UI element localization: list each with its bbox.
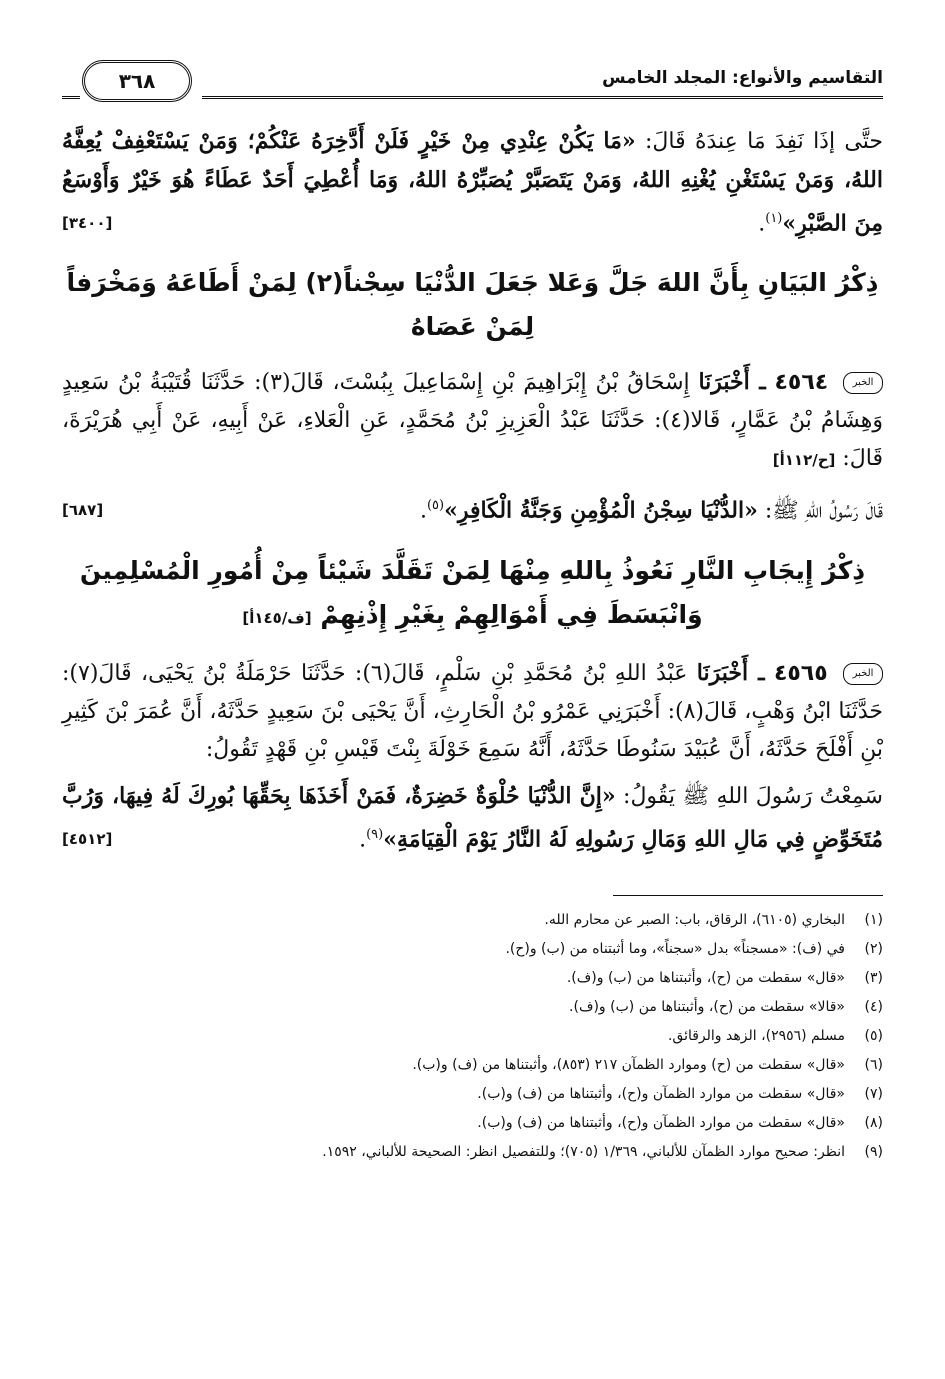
hadith-number: ٤٥٦٥ [773,660,828,686]
footnote: (٢) في (ف): «مسجناً» بدل «سجناً»، وما أثبتناه من (ب) و(ح). [505,940,883,957]
footnote-separator [613,895,883,896]
isnad-lead: ـ أَخْبَرَنَا [696,659,765,686]
footnote-ref: (١) [765,211,783,226]
isnad-text: إِسْحَاقُ بْنُ إِبْرَاهِيمَ بْنِ إِسْمَاعِيلَ بِبُسْتَ، قَالَ(٣): حَدَّثَنَا قُتَيْبَةُ بْنُ سَعِيدٍ وَهِشَامُ بْنُ عَمَّارٍ، قَالا(٤): حَدَّثَنَا عَبْدُ الْعَزِيزِ بْنُ مُحَمَّدٍ، عَنِ الْعَلاءِ، عَنْ أَبِيهِ، عَنْ أَبِي هُرَيْرَةَ، قَالَ: [62,370,884,472]
cross-reference: [٤٥١٢] [62,829,113,848]
isnad-text: عَبْدُ اللهِ بْنُ مُحَمَّدِ بْنِ سَلْمٍ، قَالَ(٦): حَدَّثَنَا حَرْمَلَةُ بْنُ يَحْيَى، قَالَ(٧): حَدَّثَنَا ابْنُ وَهْبٍ، قَالَ(٨): أَخْبَرَنِي عَمْرُو بْنُ الْحَارِثِ، أَنَّ يَحْيَى بْنَ سَعِيدٍ حَدَّثَهُ، أَنَّ عُمَرَ بْنَ كَثِيرِ بْنِ أَفْلَحَ حَدَّثَهُ، أَنَّ عُبَيْدَ سَنُوطَا حَدَّثَهُ، أَنَّهُ سَمِعَ خَوْلَةَ بِنْتَ قَيْسِ بْنِ قَهْدٍ تَقُولُ: [62,660,883,762]
footnote: (٦) «قال» سقطت من (ح) وموارد الظمآن ٢١٧ (٨٥٣)، وأثبتناها من (ف) و(ب). [412,1056,883,1073]
footnote: (٨) «قال» سقطت من موارد الظمآن و(ح)، وأثبتناها من (ف) و(ب). [477,1114,883,1131]
footnote-ref: (٥) [426,498,445,514]
chapter-heading-text: ذِكْرُ إِيجَابِ النَّارِ نَعُوذُ بِاللهِ مِنْهَا لِمَنْ تَقَلَّدَ شَيْئاً مِنْ أُمُورِ الْمُسْلِمِينَ وَانْبَسَطَ فِي أَمْوَالِهِمْ بِغَيْرِ إِذْنِهِمْ [79,555,866,629]
cross-reference: [٣٤٠٠] [62,214,113,232]
header-rule-left [62,96,80,99]
header-rule [202,96,883,99]
matn-lead: سَمِعْتُ رَسُولَ اللهِ ﷺ يَقُولُ: [615,783,883,809]
footnote-ref: (٩) [366,826,384,842]
hadith-matn: سَمِعْتُ رَسُولَ اللهِ ﷺ يَقُولُ: «إِنَّ الدُّنْيَا حُلْوَةٌ خَضِرَةٌ، فَمَنْ أَخَذَهَا بِحَقِّهَا بُورِكَ لَهُ فِيهَا، وَرُبَّ مُتَخَوِّضٍ فِي مَالِ اللهِ وَمَالِ رَسُولِهِ لَهُ النَّارُ يَوْمَ الْقِيَامَةِ»$^{(٩)}$. [٤٥١٢] [62,777,883,859]
running-title: التقاسيم والأنواع: المجلد الخامس [602,68,883,88]
hadith-entry [62,363,883,479]
hadith-number: ٤٥٦٤ [774,370,829,396]
cross-reference: [٦٨٧] [62,501,104,520]
footnote: (٣) «قال» سقطت من (ح)، وأثبتناها من (ب) و(ف). [566,969,883,986]
manuscript-ref: [ح/١١٢أ] [772,451,836,470]
isnad-lead: ـ أَخْبَرَنَا [698,369,766,396]
footnote: (١) البخاري (٦١٠٥)، الرقاق، باب: الصبر عن محارم الله. [544,911,883,928]
footnotes [62,906,883,1167]
page-number: ٣٦٨ [82,60,192,102]
matn-text: «الدُّنْيَا سِجْنُ الْمُؤْمِنِ وَجَنَّةُ الْكَافِرِ» [444,497,758,524]
footnote: (٩) انظر: صحيح موارد الظمآن للألباني، ١/٣٦٩ (٧٠٥)؛ وللتفصيل انظر: الصحيحة للألباني، ١٥٩٢. [322,1143,883,1160]
page-header [62,60,883,122]
manuscript-ref: [ف/١٤٥أ] [242,608,312,627]
hadith-marker-icon: الخبر [843,372,883,394]
chapter-heading-2 [62,549,883,640]
book-page [62,60,883,1339]
footnote: (٤) «قالا» سقطت من (ح)، وأثبتناها من (ب) و(ف). [569,998,883,1015]
hadith-entry [62,654,883,769]
footnote: (٧) «قال» سقطت من موارد الظمآن و(ح)، وأثبتناها من (ف) و(ب). [477,1085,883,1102]
matn-text: «إِنَّ الدُّنْيَا حُلْوَةٌ خَضِرَةٌ، فَمَنْ أَخَذَهَا بِحَقِّهَا بُورِكَ لَهُ فِيهَا، وَرُبَّ مُتَخَوِّضٍ فِي مَالِ اللهِ وَمَالِ رَسُولِهِ لَهُ النَّارُ يَوْمَ الْقِيَامَةِ» [62,782,883,852]
footnote: (٥) مسلم (٢٩٥٦)، الزهد والرقائق. [667,1027,883,1044]
matn-lead: قَالَ رَسُولُ اللهِ ﷺ: [757,498,883,524]
hadith-quote: «مَا يَكُنْ عِنْدِي مِنْ خَيْرٍ فَلَنْ أَدَّخِرَهُ عَنْكُمْ؛ وَمَنْ يَسْتَعْفِفْ يُعِفَّهُ اللهُ، وَمَنْ يَسْتَغْنِ يُغْنِهِ اللهُ، وَمَنْ يَتَصَبَّرْ يُصَبِّرْهُ اللهُ، وَمَا أُعْطِيَ أَحَدٌ عَطَاءً هُوَ خَيْرٌ وَأَوْسَعُ مِنَ الصَّبْرِ» [62,128,883,237]
hadith-matn: قَالَ رَسُولُ اللهِ ﷺ: «الدُّنْيَا سِجْنُ الْمُؤْمِنِ وَجَنَّةُ الْكَافِرِ»$^{(٥)}$. [٦٨٧] [62,487,883,530]
paragraph-continuation: حتَّى إذَا نَفِدَ مَا عِندَهُ قَالَ: «مَا يَكُنْ عِنْدِي مِنْ خَيْرٍ فَلَنْ أَدَّخِرَهُ عَنْكُمْ؛ وَمَنْ يَسْتَعْفِفْ يُعِفَّهُ اللهُ، وَمَنْ يَسْتَغْنِ يُغْنِهِ اللهُ، وَمَنْ يَتَصَبَّرْ يُصَبِّرْهُ اللهُ، وَمَا أُعْطِيَ أَحَدٌ عَطَاءً هُوَ خَيْرٌ وَأَوْسَعُ مِنَ الصَّبْرِ»$^{(١)}$. [٣٤٠٠] [62,122,883,243]
hadith-marker-icon: الخبر [843,663,883,685]
chapter-heading: ذِكْرُ البَيَانِ بِأَنَّ اللهَ جَلَّ وَعَلا جَعَلَ الدُّنْيَا سِجْناً(٢) لِمَنْ أَطَاعَهُ وَمَخْرَفاً لِمَنْ عَصَاهُ [66,268,879,342]
narration-lead: حتَّى إذَا نَفِدَ مَا عِندَهُ قَالَ: [635,129,883,154]
